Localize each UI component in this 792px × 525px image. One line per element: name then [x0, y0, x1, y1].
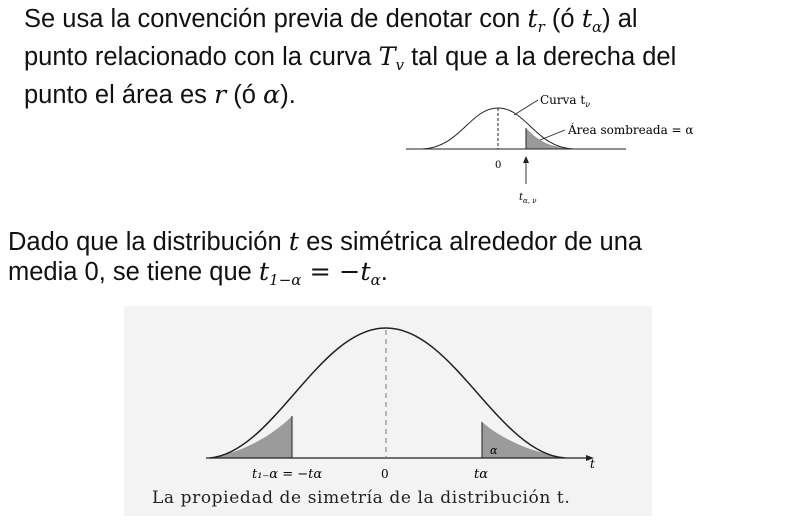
math-subscript: α: [591, 18, 603, 36]
math-symbol: t: [258, 257, 270, 287]
text: .: [380, 258, 388, 286]
word: es: [306, 228, 334, 256]
zero-label: 0: [381, 467, 389, 481]
t-arrowhead: [523, 156, 529, 163]
word: del: [642, 43, 677, 71]
math-symbol: t: [288, 227, 299, 257]
word: relacionado: [94, 43, 227, 71]
math-symbol: t: [360, 257, 371, 287]
word: usa: [62, 5, 104, 33]
paragraph-2-line-2: [8, 257, 768, 295]
word: que: [76, 228, 119, 256]
word: punto: [24, 43, 88, 71]
math-symbol: T: [378, 42, 396, 72]
word: la: [282, 43, 302, 71]
word: Se: [24, 5, 56, 33]
math-subscript: 1−α: [269, 271, 302, 289]
figure-caption: La propiedad de simetría de la distribución t.: [152, 488, 571, 508]
text: media 0, se tiene que: [8, 258, 259, 286]
area-label-pointer: [540, 130, 565, 140]
word: al: [617, 5, 638, 33]
math-symbol: α: [263, 80, 281, 110]
math-symbol: t: [527, 4, 538, 34]
math-operator: = −: [301, 257, 361, 287]
math-subscript: α: [370, 271, 381, 289]
shaded-tail: [526, 128, 570, 149]
right-critical-label: tα: [474, 467, 489, 482]
paragraph-2: [8, 227, 768, 295]
math-symbol: r: [213, 80, 227, 110]
t-alpha-label: $t_{\alpha, \nu}$: [519, 192, 537, 205]
t-distribution-small-figure: [400, 88, 720, 210]
text: punto el área es: [24, 81, 214, 109]
paren: ): [602, 5, 611, 33]
math-t-1-alpha: [259, 257, 302, 287]
math-t-alpha: [360, 257, 380, 287]
alpha-label: α: [490, 444, 498, 457]
math-subscript: v: [395, 56, 404, 74]
word: la: [110, 5, 131, 33]
curve-label: Curva $t_\nu$: [540, 93, 591, 109]
word: tal: [411, 43, 439, 71]
word: la: [516, 43, 536, 71]
math-symbol: t: [581, 4, 592, 34]
word: Dado: [8, 228, 69, 256]
word: previa: [273, 5, 344, 33]
zero-label: 0: [495, 160, 502, 171]
word: distribución: [152, 228, 282, 256]
math-T-v: [378, 42, 404, 72]
word: a: [494, 43, 509, 71]
math-alt: [551, 4, 611, 36]
word: con: [233, 43, 275, 71]
word: derecha: [542, 43, 636, 71]
word: la: [125, 228, 146, 256]
word: convención: [137, 5, 267, 33]
word: con: [479, 5, 521, 33]
word: de: [564, 228, 593, 256]
area-label: Área sombreada = α: [568, 123, 694, 137]
paragraph-1-line-1: [24, 4, 768, 42]
math-t-r: [527, 4, 544, 34]
paragraph-1-line-2: [24, 42, 768, 80]
left-critical-label: t₁₋α = −tα: [252, 467, 323, 482]
curve-label-pointer: [514, 100, 538, 115]
word: de: [350, 5, 379, 33]
axis-label: t: [590, 457, 595, 471]
t-distribution-symmetry-figure: [124, 306, 652, 516]
text: (ó: [226, 81, 264, 109]
word: una: [599, 228, 643, 256]
word: curva: [309, 43, 372, 71]
word: que: [445, 43, 488, 71]
math-subscript: r: [537, 18, 545, 36]
word: simétrica: [340, 228, 443, 256]
figure-background: [124, 306, 652, 516]
paragraph-2-line-1: [8, 227, 768, 257]
word: (ó: [551, 5, 575, 33]
word: denotar: [385, 5, 473, 33]
text: ).: [280, 81, 296, 109]
word: alrededor: [449, 228, 557, 256]
